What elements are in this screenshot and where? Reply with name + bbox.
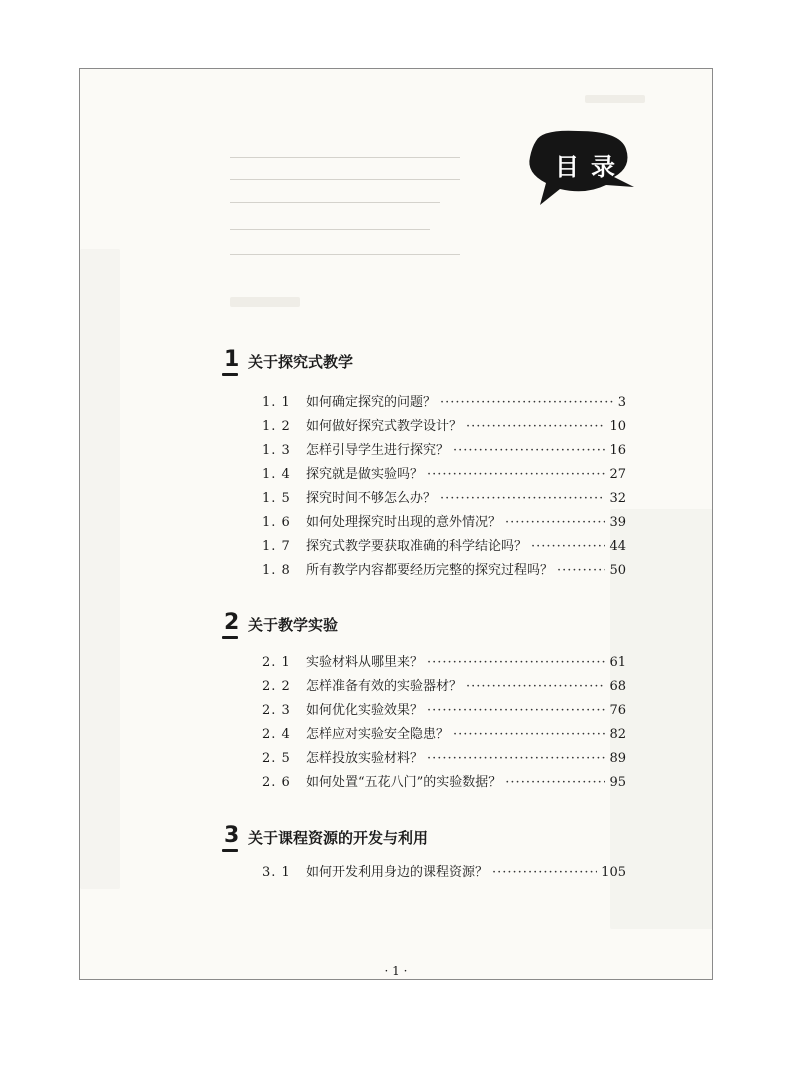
leader-dots bbox=[557, 561, 605, 581]
leader-dots bbox=[453, 725, 605, 745]
section-number: 2 bbox=[224, 610, 240, 635]
show-through-line bbox=[230, 229, 430, 230]
toc-entry[interactable] bbox=[262, 863, 626, 883]
leader-dots bbox=[427, 701, 605, 721]
entry-number: 1. 5 bbox=[262, 491, 291, 506]
entry-page: 105 bbox=[601, 865, 626, 880]
toc-entry[interactable] bbox=[262, 393, 626, 413]
entry-page: 50 bbox=[609, 563, 626, 578]
book-page bbox=[79, 68, 713, 980]
entry-page: 61 bbox=[609, 655, 626, 670]
show-through-line bbox=[230, 254, 460, 255]
entry-number: 3. 1 bbox=[262, 865, 291, 880]
entry-page: 82 bbox=[609, 727, 626, 742]
leader-dots bbox=[492, 863, 597, 883]
section-number-underline bbox=[222, 849, 238, 852]
leader-dots bbox=[427, 465, 605, 485]
entry-page: 89 bbox=[609, 751, 626, 766]
entry-title: 怎样引导学生进行探究？ bbox=[306, 443, 450, 458]
leader-dots bbox=[440, 393, 614, 413]
entry-page: 32 bbox=[609, 491, 626, 506]
entry-title: 如何处置“五花八门”的实验数据？ bbox=[306, 775, 502, 790]
entry-number: 2. 1 bbox=[262, 655, 291, 670]
entry-number: 2. 5 bbox=[262, 751, 291, 766]
show-through-heading bbox=[230, 297, 300, 307]
toc-entry[interactable] bbox=[262, 465, 626, 485]
entry-page: 44 bbox=[609, 539, 626, 554]
toc-entry[interactable] bbox=[262, 561, 626, 581]
section-number: 3 bbox=[224, 823, 240, 848]
page-number: · 1 · bbox=[384, 964, 408, 978]
entry-number: 2. 2 bbox=[262, 679, 291, 694]
leader-dots bbox=[505, 773, 605, 793]
leader-dots bbox=[531, 537, 605, 557]
section-heading bbox=[224, 612, 338, 634]
toc-entry[interactable] bbox=[262, 513, 626, 533]
toc-entry[interactable] bbox=[262, 701, 626, 721]
entry-title: 如何处理探究时出现的意外情况？ bbox=[306, 515, 502, 530]
entry-title: 实验材料从哪里来？ bbox=[306, 655, 424, 670]
toc-entry[interactable] bbox=[262, 653, 626, 673]
entry-title: 如何做好探究式教学设计？ bbox=[306, 419, 463, 434]
entry-title: 怎样投放实验材料？ bbox=[306, 751, 424, 766]
entry-number: 2. 6 bbox=[262, 775, 291, 790]
entry-title: 如何优化实验效果？ bbox=[306, 703, 424, 718]
entry-title: 探究就是做实验吗？ bbox=[306, 467, 424, 482]
toc-entry[interactable] bbox=[262, 773, 626, 793]
entry-page: 76 bbox=[609, 703, 626, 718]
leader-dots bbox=[466, 417, 605, 437]
toc-entry[interactable] bbox=[262, 537, 626, 557]
section-number-underline bbox=[222, 636, 238, 639]
show-through-line bbox=[230, 157, 460, 158]
entry-title: 探究时间不够怎么办？ bbox=[306, 491, 437, 506]
section-heading bbox=[224, 349, 353, 371]
entry-page: 27 bbox=[609, 467, 626, 482]
section-number: 1 bbox=[224, 347, 240, 372]
page-heading: 目录 bbox=[555, 153, 627, 181]
entry-number: 1. 1 bbox=[262, 395, 291, 410]
leader-dots bbox=[427, 653, 605, 673]
entry-title: 所有教学内容都要经历完整的探究过程吗？ bbox=[306, 563, 554, 578]
toc-entry[interactable] bbox=[262, 677, 626, 697]
leader-dots bbox=[440, 489, 605, 509]
section-title: 关于教学实验 bbox=[248, 616, 339, 634]
entry-page: 68 bbox=[609, 679, 626, 694]
entry-page: 3 bbox=[617, 395, 626, 410]
show-through-line bbox=[230, 202, 440, 203]
show-through-header bbox=[585, 95, 645, 103]
entry-number: 1. 3 bbox=[262, 443, 291, 458]
entry-title: 怎样准备有效的实验器材？ bbox=[306, 679, 463, 694]
entry-title: 探究式教学要获取准确的科学结论吗？ bbox=[306, 539, 528, 554]
toc-entry[interactable] bbox=[262, 749, 626, 769]
entry-number: 1. 2 bbox=[262, 419, 291, 434]
entry-page: 95 bbox=[609, 775, 626, 790]
entry-page: 39 bbox=[609, 515, 626, 530]
leader-dots bbox=[466, 677, 605, 697]
leader-dots bbox=[453, 441, 605, 461]
entry-number: 2. 4 bbox=[262, 727, 291, 742]
toc-entry[interactable] bbox=[262, 417, 626, 437]
entry-page: 16 bbox=[609, 443, 626, 458]
section-title: 关于课程资源的开发与利用 bbox=[248, 829, 429, 847]
show-through-line bbox=[230, 179, 460, 180]
entry-number: 1. 7 bbox=[262, 539, 291, 554]
entry-title: 如何开发利用身边的课程资源？ bbox=[306, 865, 489, 880]
toc-entry[interactable] bbox=[262, 725, 626, 745]
section-title: 关于探究式教学 bbox=[248, 353, 354, 371]
section-number-underline bbox=[222, 373, 238, 376]
entry-number: 1. 6 bbox=[262, 515, 291, 530]
leader-dots bbox=[505, 513, 605, 533]
entry-title: 如何确定探究的问题？ bbox=[306, 395, 437, 410]
leader-dots bbox=[427, 749, 605, 769]
entry-number: 1. 8 bbox=[262, 563, 291, 578]
toc-entry[interactable] bbox=[262, 441, 626, 461]
entry-number: 1. 4 bbox=[262, 467, 291, 482]
entry-page: 10 bbox=[609, 419, 626, 434]
toc-entry[interactable] bbox=[262, 489, 626, 509]
show-through-block bbox=[80, 249, 120, 889]
entry-number: 2. 3 bbox=[262, 703, 291, 718]
entry-title: 怎样应对实验安全隐患？ bbox=[306, 727, 450, 742]
section-heading bbox=[224, 825, 428, 847]
